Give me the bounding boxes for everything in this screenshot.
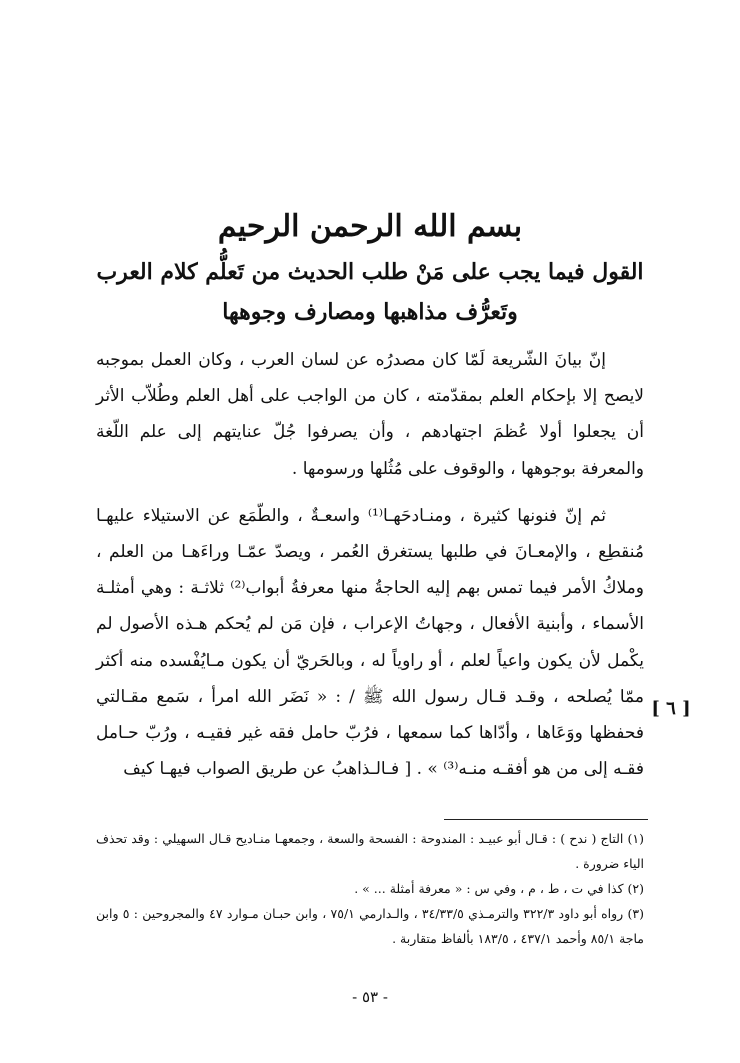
footnote: (٢) كذا في ت ، ط ، م ، وفي س : « معرفة أمثلة ... » . xyxy=(354,881,644,896)
footnote-separator xyxy=(444,819,648,820)
main-text xyxy=(96,342,644,787)
basmala: بسم الله الرحمن الرحيم xyxy=(217,209,523,244)
paragraph: ثم إنّ فنونها كثيرة ، ومنـادحَهـا⁽¹⁾ واسعـةٌ ، والطّمَع عن الاستيلاء عليهـا مُنقطِع ، والإمعـانَ في طلبها يستغرق العُمر ، ويصدّ عمّـا وراءَهـا من العلم ، وملاكُ الأمر فيما تمس بهم إليه الحاجةُ منها معرفةُ أبواب⁽²⁾ ثلاثـة : وهي أمثلـة الأسماء ، وأبنية الأفعال ، وجهاتُ الإعراب ، فإن مَن لم يُحكم هـذه الأصول لم يكْمل لأن يكون واعياً لعلم ، أو راوياً له ، وبالحَريّ أن يكون مـايُفْسده منه أكثر ممّا يُصلحه ، وقـد قـال رسول الله ﷺ / : « نَضَر الله امرأ ، سَمع مقـالتي فحفظها ووَعَاها ، وأدّاها كما سمعها ، فرُبّ حامل فقه غير فقيـه ، ورُبّ حـامل فقـه إلى من هو أفقـه منـه⁽³⁾ » . [ فـالـذاهبُ عن طريق الصواب فيهـا كيف xyxy=(96,505,644,780)
page-number: - ٥٣ - xyxy=(352,988,388,1006)
chapter-heading: القول فيما يجب على مَنْ طلب الحديث من تَعلُّم كلام العرب وتَعرُّف مذاهبها ومصارف وجوهها xyxy=(96,259,644,325)
manuscript-page-marker: [ ٦ ] xyxy=(651,698,691,719)
footnote: (١) التاج ( ندح ) : قـال أبو عبيـد : المندوحة : الفسحة والسعة ، وجمعهـا منـاديح قـال السهيلي : وقد تحذف الياء ضرورة . xyxy=(96,831,644,871)
footnotes xyxy=(96,826,644,951)
footnote: (٣) رواه أبو داود ٣٢٢/٣ والترمـذي ٣٤/٣٣/٥ ، والـدارمي ٧٥/١ ، وابن حبـان مـوارد ٤٧ والمجروحين : ٥ وابن ماجة ٨٥/١ وأحمد ٤٣٧/١ ، ١٨٣/٥ بألفاظ متقاربة . xyxy=(96,906,644,946)
paragraph: إنّ بيانَ الشّريعة لَمّا كان مصدرُه عن لسان العرب ، وكان العمل بموجبه لايصح إلا بإحكام العلم بمقدّمته ، كان من الواجب على أهل العلم وطُلاّب الأثر أن يجعلوا أولا عُظمَ اجتهادهم ، وأن يصرفوا جُلّ عنايتهم إلى علم اللّغة والمعرفة بوجوهها ، والوقوف على مُثُلها ورسومها . xyxy=(96,350,644,479)
